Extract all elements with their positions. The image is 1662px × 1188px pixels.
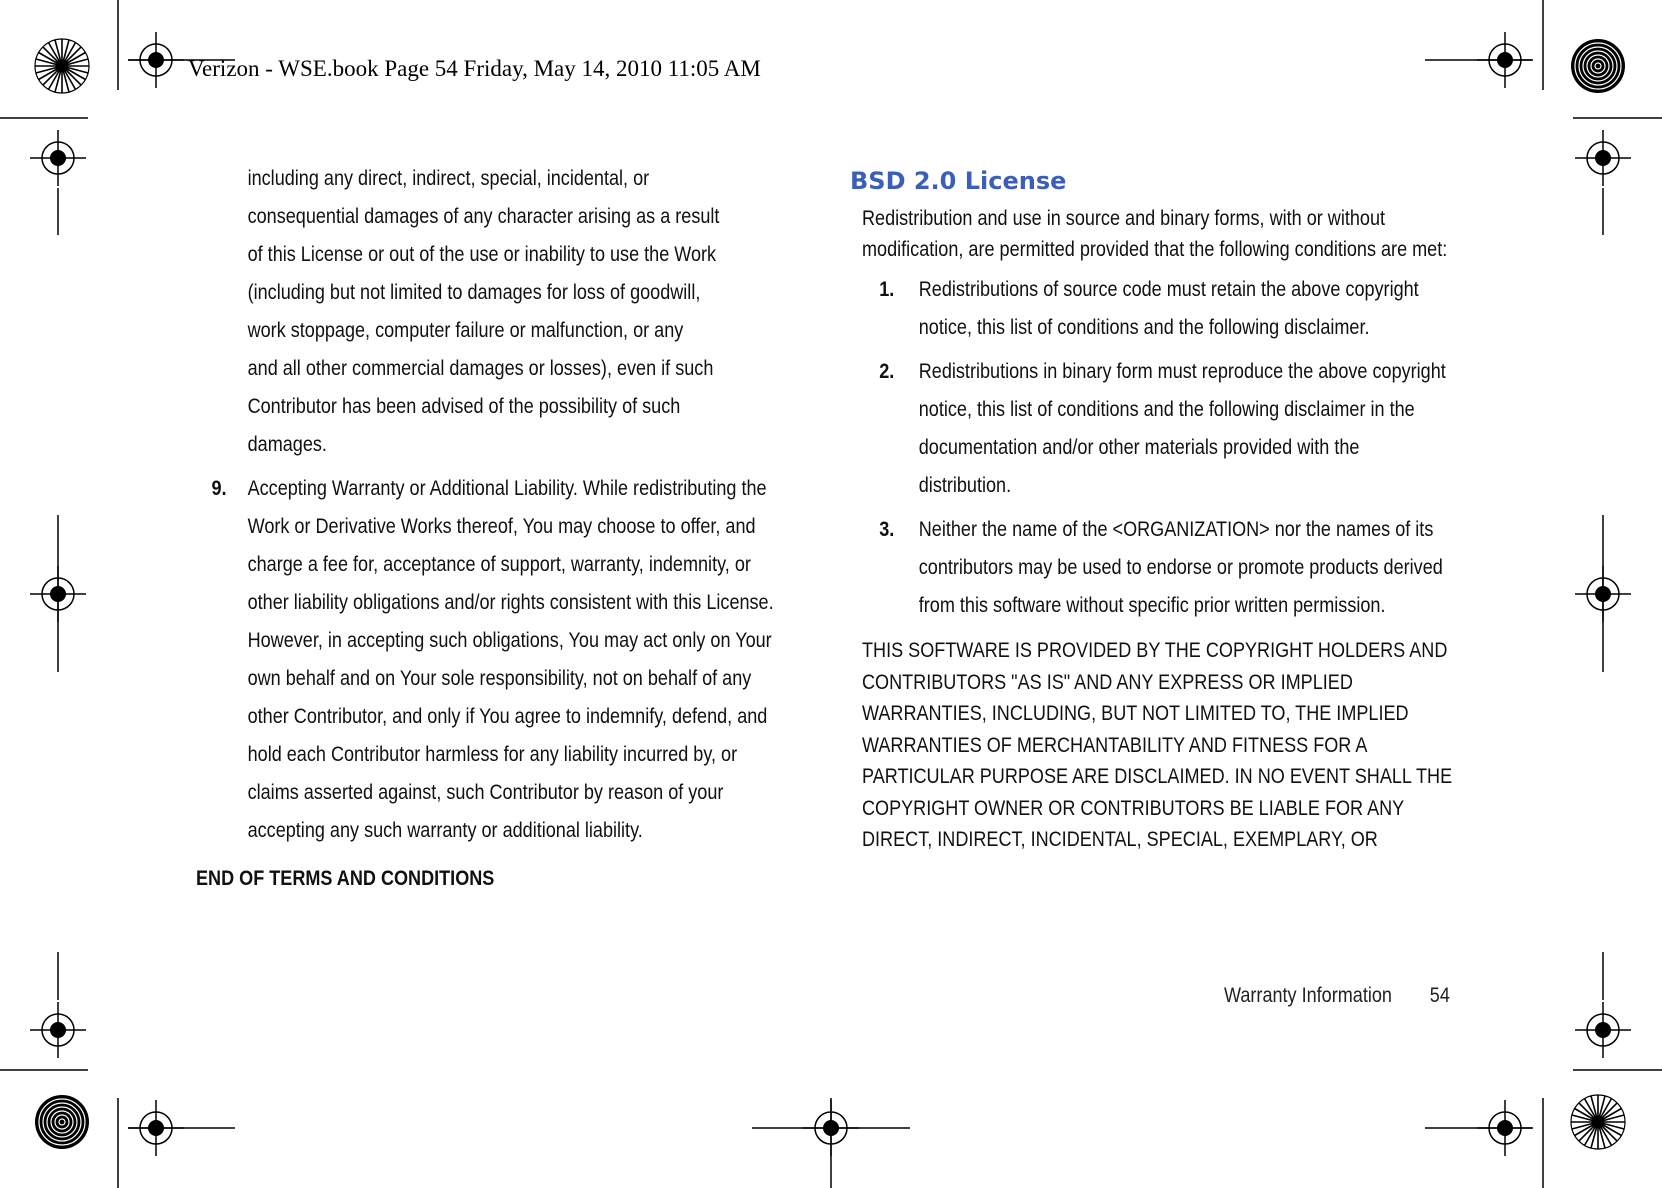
list-item <box>862 511 1454 625</box>
list-item-text: Redistributions of source code must retain the above copyright notice, this list of conditions and the following disclaimer. <box>918 278 1419 339</box>
list-item <box>862 353 1454 505</box>
list-number: 3. <box>879 518 895 541</box>
list-item <box>862 271 1454 347</box>
list-number: 2. <box>879 360 895 383</box>
page-footer <box>1224 984 1450 1008</box>
list-item-text: Neither the name of the <ORGANIZATION> nor the names of its contributors may be used to endorse or promote products derived from this software without specific prior written permission. <box>918 518 1443 617</box>
item-8-continuation <box>248 160 781 464</box>
text-line: Contributor has been advised of the possibility of such <box>247 395 681 418</box>
text-line: including any direct, indirect, special, incidental, or <box>247 167 650 190</box>
text-line: of this License or out of the use or inability to use the Work <box>247 243 717 266</box>
conditions-list <box>862 271 1454 625</box>
list-item-9 <box>196 470 781 850</box>
list-number: 1. <box>879 278 895 301</box>
end-of-terms-heading: END OF TERMS AND CONDITIONS <box>196 867 495 890</box>
right-column <box>850 165 1550 856</box>
text-line: work stoppage, computer failure or malfunction, or any <box>247 319 684 342</box>
footer-section-title: Warranty Information <box>1224 984 1392 1007</box>
list-number: 9. <box>211 477 227 500</box>
disclaimer-text: THIS SOFTWARE IS PROVIDED BY THE COPYRIGHT HOLDERS AND CONTRIBUTORS "AS IS" AND ANY EXPRESS OR IMPLIED WARRANTIES, INCLUDING, BUT NOT LIMITED TO, THE IMPLIED WARRANTIES OF MERCHANTABILITY AND FITNESS FOR A PARTICULAR PURPOSE ARE DISCLAIMED. IN NO EVENT SHALL THE COPYRIGHT OWNER OR CONTRIBUTORS BE LIABLE FOR ANY DIRECT, INDIRECT, INCIDENTAL, SPECIAL, EXEMPLARY, OR <box>862 639 1453 851</box>
license-body <box>862 203 1454 856</box>
section-heading: BSD 2.0 License <box>850 167 1067 195</box>
license-intro: Redistribution and use in source and binary forms, with or without modification, are permitted provided that the following conditions are met: <box>862 207 1448 261</box>
page-number: 54 <box>1429 984 1450 1007</box>
list-item-text: Accepting Warranty or Additional Liability. While redistributing the Work or Derivative Works thereof, You may choose to offer, and charge a fee for, acceptance of support, warranty, indemnity, or other liability obligations and/or rights consistent with this License. However, in accepting such obligations, You may act only on Your own behalf and on Your sole responsibility, not on behalf of any other Contributor, and only if You agree to indemnify, defend, and hold each Contributor harmless for any liability incurred by, or claims asserted against, such Contributor by reason of your accepting any such warranty or additional liability. <box>247 477 774 842</box>
text-line: consequential damages of any character arising as a result <box>247 205 720 228</box>
text-line: (including but not limited to damages for loss of goodwill, <box>247 281 701 304</box>
print-slug: Verizon - WSE.book Page 54 Friday, May 14, 2010 11:05 AM <box>188 56 761 81</box>
left-column <box>196 160 781 898</box>
text-line: damages. <box>247 433 327 456</box>
text-line: and all other commercial damages or losses), even if such <box>247 357 714 380</box>
list-item-text: Redistributions in binary form must reproduce the above copyright notice, this list of conditions and the following disclaimer in the documentation and/or other materials provided with the distribution. <box>918 360 1446 497</box>
